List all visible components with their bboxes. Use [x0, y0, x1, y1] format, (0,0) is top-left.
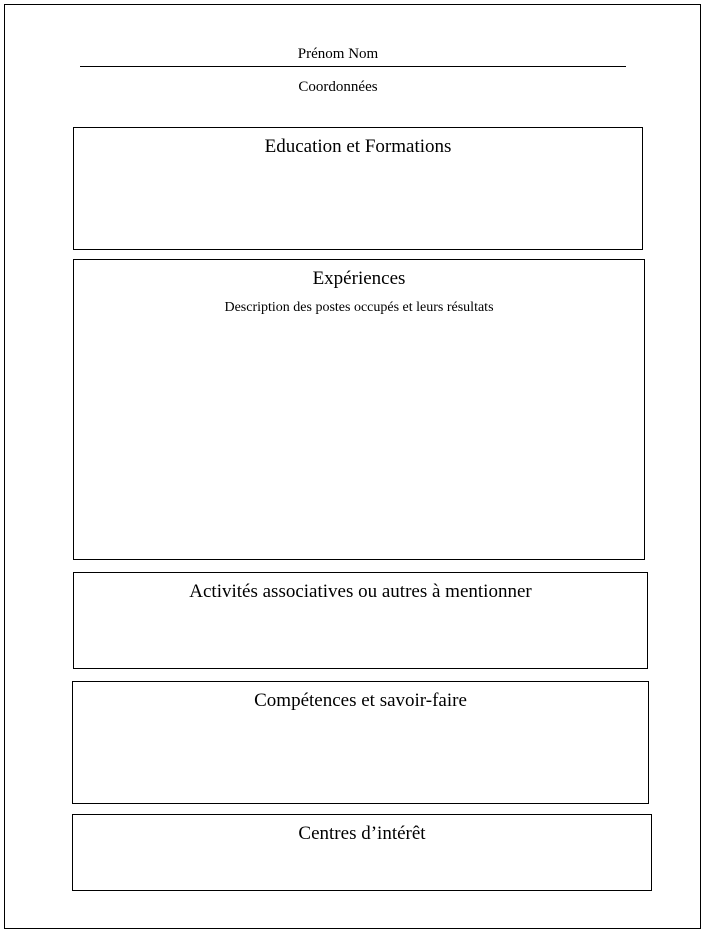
section-title-experiences: Expériences	[312, 268, 406, 289]
section-education	[73, 127, 643, 250]
section-activities	[73, 572, 648, 669]
candidate-name: Prénom Nom	[297, 46, 379, 62]
section-title-activities: Activités associatives ou autres à mentionner	[189, 581, 532, 602]
section-title-education: Education et Formations	[264, 136, 452, 157]
contact-details: Coordonnées	[298, 79, 378, 95]
section-title-interests: Centres d’intérêt	[298, 823, 426, 844]
section-competences	[72, 681, 649, 804]
section-title-competences: Compétences et savoir-faire	[254, 690, 467, 711]
section-interests	[72, 814, 652, 891]
section-experiences	[73, 259, 645, 560]
section-description-experiences: Description des postes occupés et leurs résultats	[224, 300, 494, 315]
header-divider	[80, 66, 626, 67]
